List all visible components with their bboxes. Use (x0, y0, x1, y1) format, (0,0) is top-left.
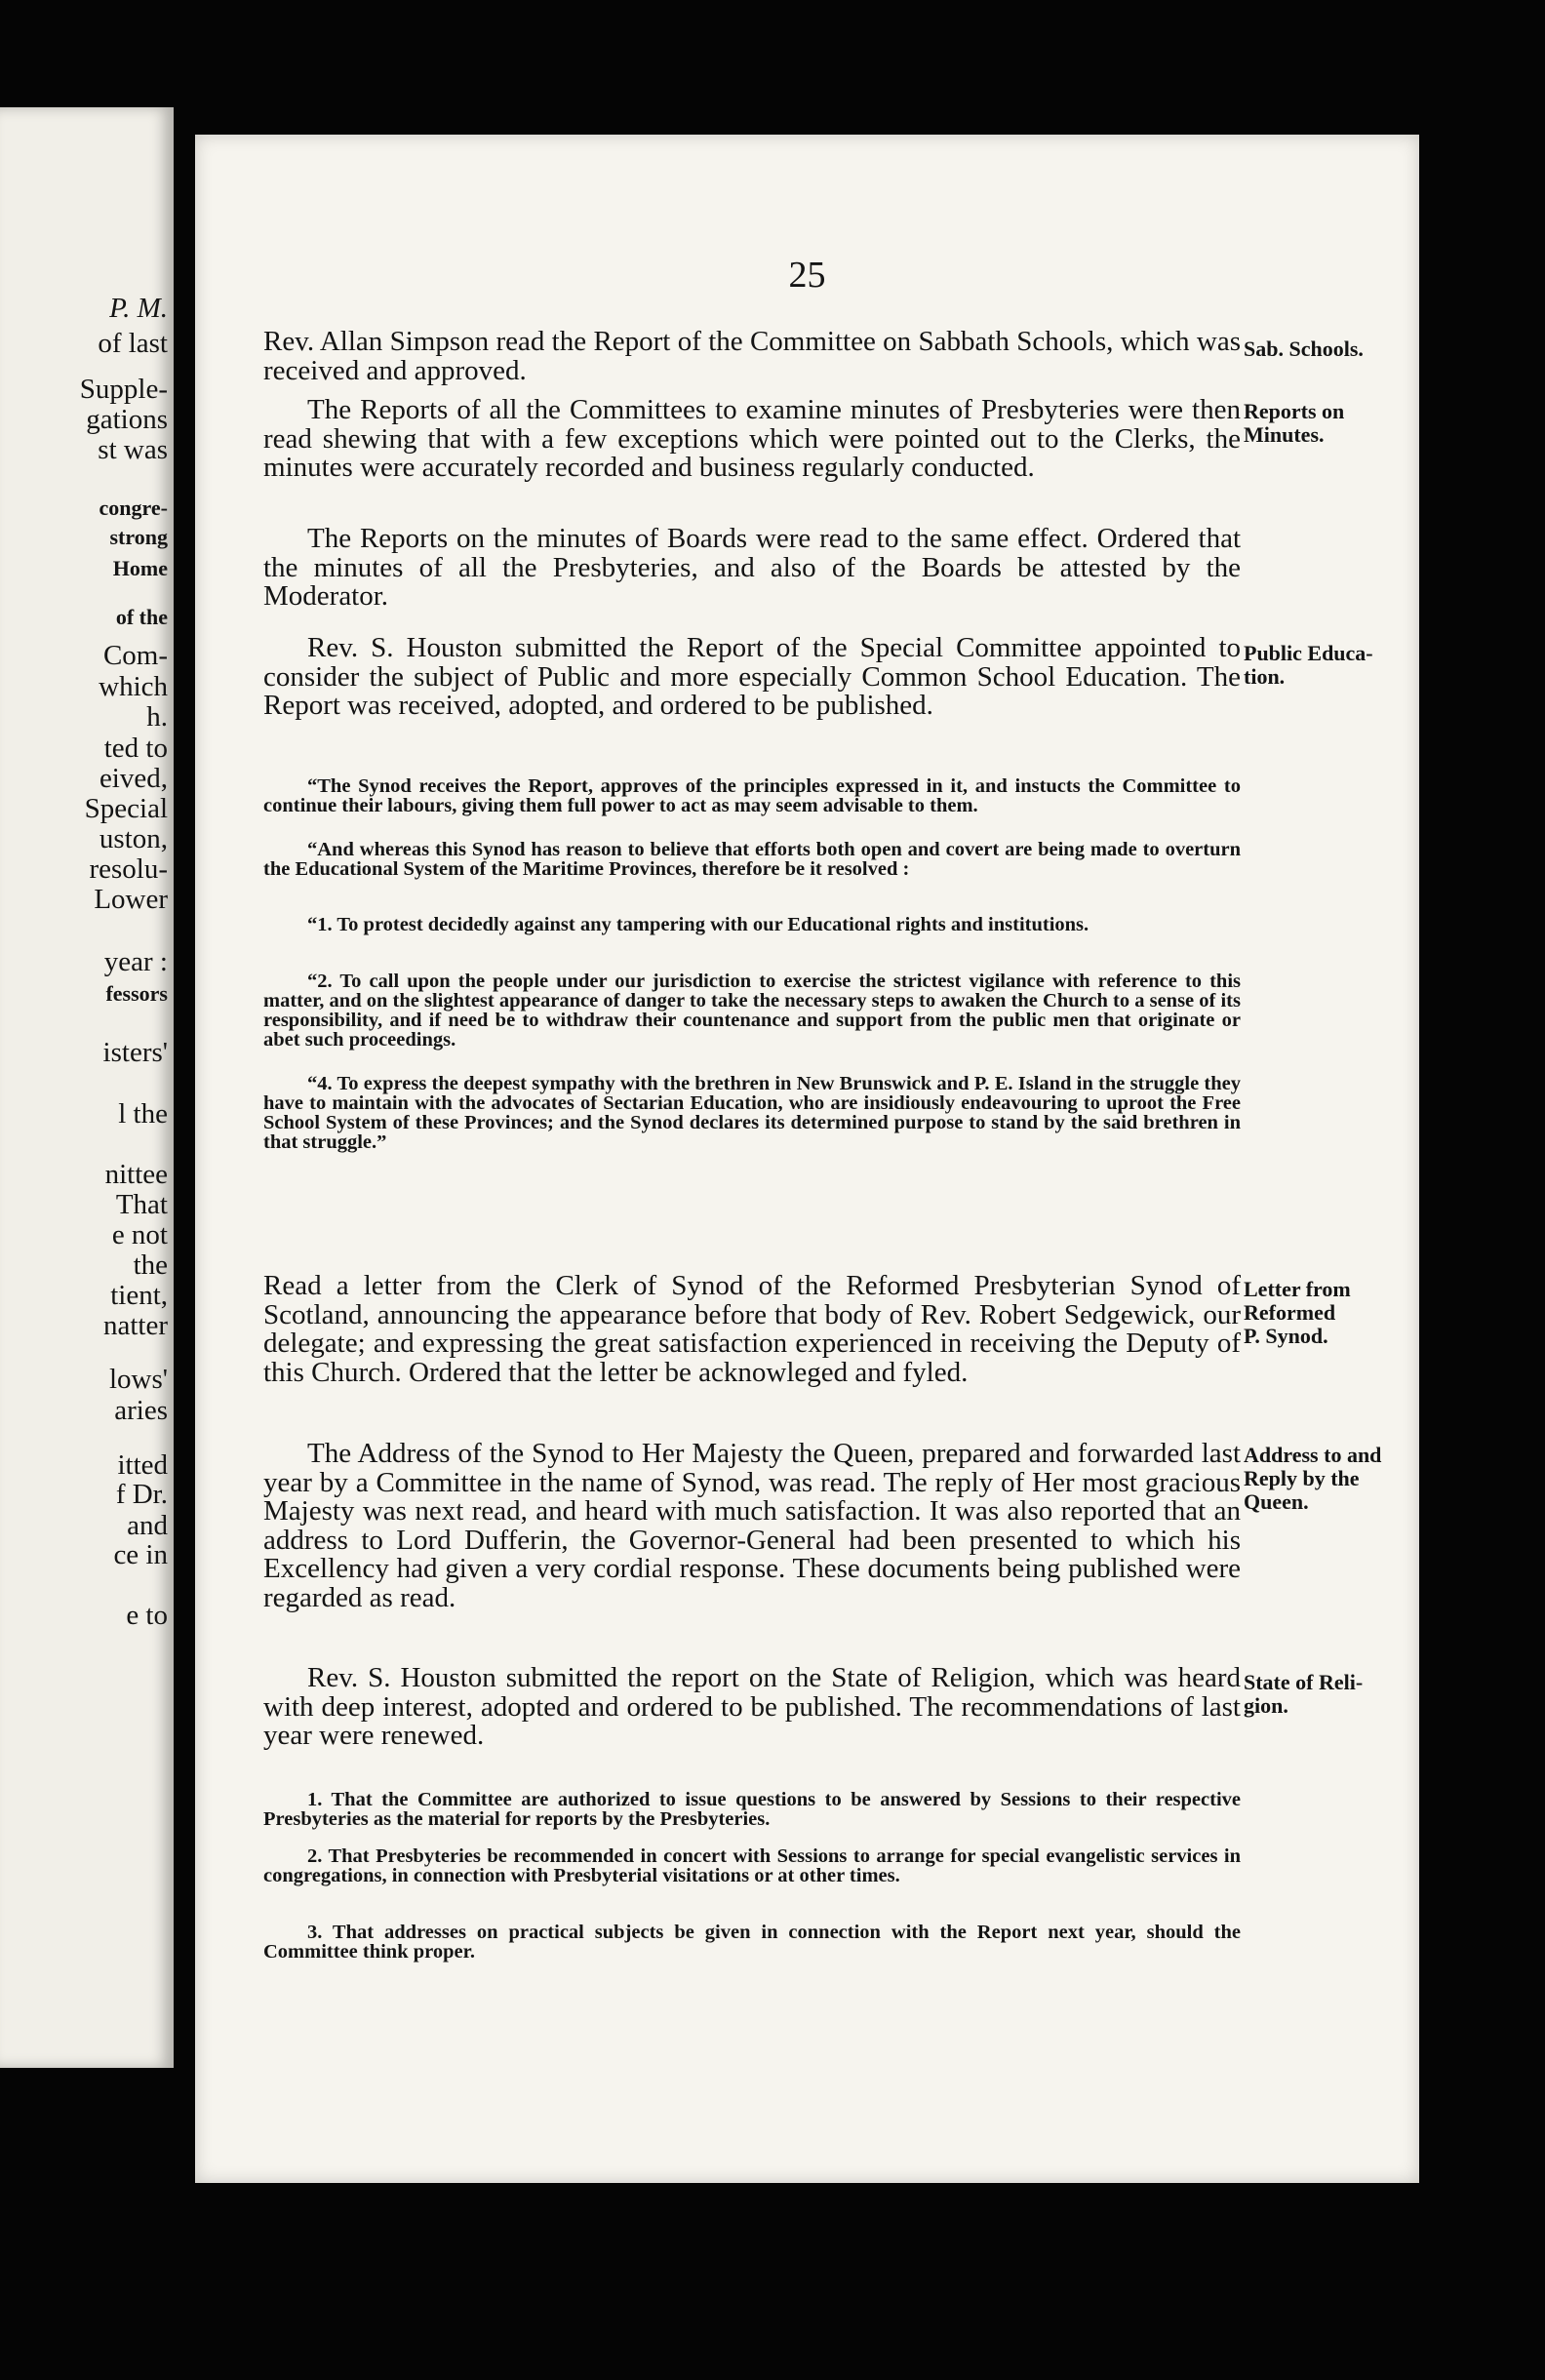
resolution-paragraph: “4. To express the deepest sympathy with the brethren in New Brunswick and P. E. Island in the struggle they have to maintain with the advocates of Sectarian Education, who are insidiously endeavouring to uproot the Free School System of these Provinces; and the Synod declares its determined purpose to stand by the said brethren in that struggle.” (263, 1073, 1241, 1153)
resolution-paragraph: “2. To call upon the people under our jurisdiction to exercise the strictest vigilance with reference to this matter, and on the slightest appearance of danger to take the necessary steps to awaken the Church to a sense of its responsibility, and if need be to withdraw their countenance and support from the public men that originate or abet such proceedings. (263, 971, 1241, 1051)
left-fragment: nittee (104, 1159, 168, 1190)
left-fragment: of the (115, 605, 168, 629)
left-fragment: eived, (99, 763, 168, 794)
left-page-fragment (0, 107, 174, 2068)
left-fragment: the (133, 1250, 168, 1281)
paragraph-reports-minutes: The Reports of all the Committees to examine minutes of Presbyteries were then read shewing that with a few exceptions which were pointed out to the Clerks, the minutes were accurately recorded and business regularly conducted. (263, 394, 1241, 483)
left-fragment: lows' (108, 1364, 168, 1395)
left-fragment: itted (117, 1449, 168, 1481)
left-fragment: uston, (99, 823, 168, 854)
left-fragment: Home (112, 556, 168, 580)
left-fragment: fessors (105, 981, 168, 1006)
page-number: 25 (788, 255, 826, 296)
left-fragment: gations (86, 404, 168, 435)
left-fragment: e to (126, 1600, 168, 1631)
left-fragment: st was (98, 434, 168, 465)
recommendation-item: 2. That Presbyteries be recommended in concert with Sessions to arrange for special evangelistic services in congregations, in connection with Presbyterial visitations or at other times. (263, 1845, 1241, 1886)
resolution-paragraph: “And whereas this Synod has reason to believe that efforts both open and covert are being made to overturn the Educational System of the Maritime Provinces, therefore be it resolved : (263, 839, 1241, 880)
left-fragment: natter (102, 1310, 168, 1341)
left-fragment: strong (109, 525, 168, 549)
paragraph-address-queen: The Address of the Synod to Her Majesty the Queen, prepared and forwarded last year by a Committee in the name of Synod, was read. The reply of Her most gracious Majesty was next read, and heard with much satisfaction. It was also reported that an address to Lord Dufferin, the Governor-General had been presented to which his Excellency had given a very cordial response. These documents being published were regarded as read. (263, 1438, 1241, 1613)
left-fragment: ce in (113, 1539, 168, 1570)
left-fragment: of last (98, 328, 168, 359)
resolution-paragraph: “1. To protest decidedly against any tampering with our Educational rights and institutions. (307, 914, 1089, 935)
paragraph-public-education: Rev. S. Houston submitted the Report of the Special Committee appointed to consider the subject of Public and more especially Common School Education. The Report was received, adopted, and ordered to be published. (263, 632, 1241, 721)
left-fragment: year : (103, 946, 168, 977)
left-fragment: P. M. (109, 293, 168, 324)
left-fragment: Special (84, 793, 168, 824)
left-fragment: which (99, 671, 168, 702)
left-fragment: h. (146, 701, 168, 733)
left-fragment: Supple- (79, 374, 168, 405)
side-note-sabbath-schools: Sab. Schools. (1244, 337, 1364, 361)
left-fragment: tient, (110, 1280, 168, 1311)
resolution-paragraph: “The Synod receives the Report, approves of the principles expressed in it, and instucts the Committee to continue their labours, giving them full power to act as may seem advisable to them. (263, 775, 1241, 816)
left-fragment: That (115, 1189, 168, 1220)
left-fragment: Com- (102, 640, 168, 671)
side-note-reformed-synod: Letter from Reformed P. Synod. (1244, 1277, 1351, 1348)
paragraph-sabbath-schools: Rev. Allan Simpson read the Report of the Committee on Sabbath Schools, which was received and approved. (263, 326, 1241, 386)
left-fragment: f Dr. (115, 1479, 168, 1510)
paragraph-boards-minutes: The Reports on the minutes of Boards were read to the same effect. Ordered that the minutes of all the Presbyteries, and also of the Boards be attested by the Moderator. (263, 523, 1241, 612)
left-fragment: ted to (103, 733, 168, 764)
side-note-reports-minutes: Reports on Minutes. (1244, 399, 1345, 447)
left-fragment: congre- (99, 496, 168, 520)
left-fragment: aries (114, 1395, 168, 1426)
recommendation-item: 1. That the Committee are authorized to issue questions to be answered by Sessions to their respective Presbyteries as the material for reports by the Presbyteries. (263, 1789, 1241, 1830)
side-note-address-queen: Address to and Reply by the Queen. (1244, 1443, 1382, 1514)
left-fragment: e not (111, 1219, 168, 1250)
paragraph-reformed-synod-letter: Read a letter from the Clerk of Synod of the Reformed Presbyterian Synod of Scotland, announcing the appearance before that body of Rev. Robert Sedgewick, our delegate; and expressing the great satisfaction experienced in receiving the Deputy of this Church. Ordered that the letter be acknowleged and fyled. (263, 1270, 1241, 1388)
left-fragment: Lower (94, 884, 168, 915)
side-note-state-religion: State of Reli- gion. (1244, 1670, 1364, 1718)
paragraph-state-religion: Rev. S. Houston submitted the report on the State of Religion, which was heard with deep interest, adopted and ordered to be published. The recommendations of last year were renewed. (263, 1662, 1241, 1751)
left-fragment: and (127, 1510, 168, 1541)
left-fragment: l the (118, 1098, 168, 1130)
document-page (195, 135, 1419, 2183)
left-fragment: isters' (102, 1037, 168, 1068)
recommendation-item: 3. That addresses on practical subjects be given in connection with the Report next year, should the Committee think proper. (263, 1922, 1241, 1963)
side-note-public-education: Public Educa- tion. (1244, 641, 1373, 689)
left-fragment: resolu- (89, 853, 168, 885)
